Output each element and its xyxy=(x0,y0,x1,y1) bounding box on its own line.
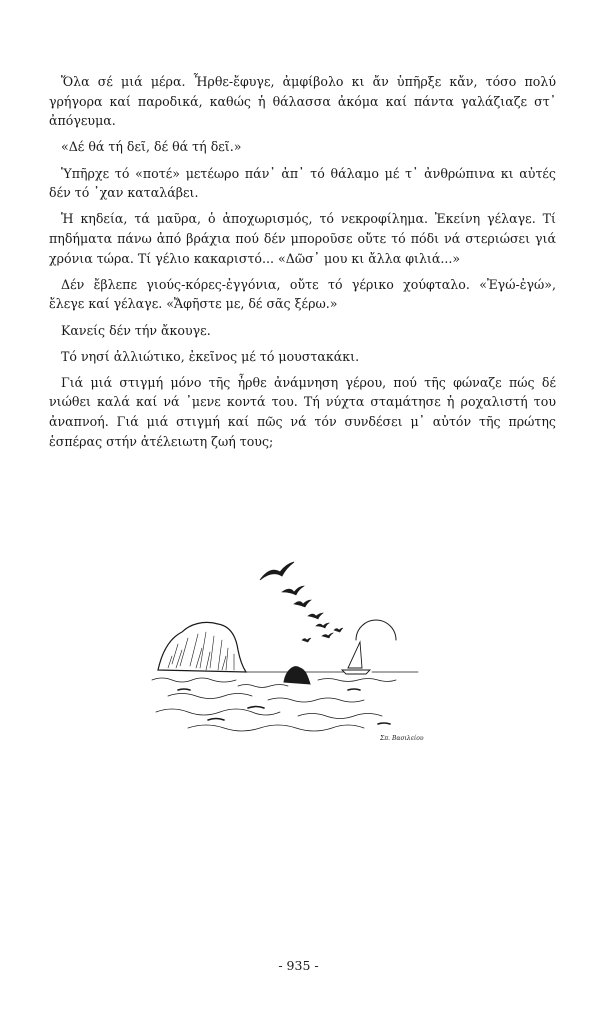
waves xyxy=(152,678,396,731)
paragraph-5: Δέν ἔβλεπε γιούς-κόρες-ἐγγόνια, οὔτε τό γέρικο χούφταλο. «Ἐγώ-ἐγώ», ἔλεγε καί γέλαγε. «Ἄφῆστε με, δέ σᾶς ξέρω.» xyxy=(49,276,556,312)
paragraph-6: Κανείς δέν τήν ἄκουγε. xyxy=(61,322,211,338)
paragraph-4: Ἡ κηδεία, τά μαῦρα, ὁ ἀποχωρισμός, τό νεκροφίλημα. Ἐκείνη γέλαγε. Τί πηδήματα πάνω ἀπό βράχια πού δέν μποροῦσε οὔτε τό πόδι νά στεριώσει γιά χρόνια τώρα. Τί γέλιο κακαριστό... «Δῶσ᾿ μου κι ἄλλα φιλιά...» xyxy=(49,211,556,266)
bird-6 xyxy=(322,633,333,638)
sailboat xyxy=(342,642,370,674)
bird-3 xyxy=(294,600,311,607)
wave-shading xyxy=(178,689,390,724)
small-rock xyxy=(284,667,310,684)
bird-8 xyxy=(302,638,311,642)
bird-1 xyxy=(260,562,294,580)
story-text xyxy=(49,72,556,458)
rock-island xyxy=(158,622,246,672)
paragraph-8: Γιά μιά στιγμή μόνο τῆς ἦρθε ἀνάμνηση γέρου, πού τῆς φώναζε πώς δέ νιώθει καλά καί νά ᾿μενε κοντά του. Τή νύχτα σταμάτησε ἡ ροχαλιστή του ἀναπνοή. Γιά μιά στιγμή καί πῶς νά τόν συνδέσει μ᾿ αὐτόν τῆς πρώτης ἑσπέρας στήν ἀτέλειωτη ζωή τους; xyxy=(49,374,556,449)
sun xyxy=(356,620,396,640)
paragraph-1: Ὅλα σέ μιά μέρα. Ἦρθε-ἔφυγε, ἀμφίβολο κι ἄν ὑπῆρξε κἄν, τόσο πολύ γρήγορα καί παροδικά, καθώς ἡ θάλασσα ἀκόμα καί πάντα γαλάζιαζε στ᾿ ἀπόγευμα. xyxy=(49,74,556,129)
illustration-signature: Σπ. Βασιλείου xyxy=(380,735,424,742)
bird-7 xyxy=(334,628,343,632)
seascape-illustration xyxy=(148,540,438,745)
bird-2 xyxy=(282,586,304,595)
bird-4 xyxy=(308,613,323,619)
paragraph-7: Τό νησί ἀλλιώτικο, ἐκεῖνος μέ τό μουστακάκι. xyxy=(61,348,360,364)
paragraph-2: «Δέ θά τή δεῖ, δέ θά τή δεῖ.» xyxy=(61,139,242,155)
paragraph-3: Ὑπῆρχε τό «ποτέ» μετέωρο πάν᾿ ἀπ᾿ τό θάλαμο μέ τ᾿ ἀνθρώπινα κι αὐτές δέν τό ᾿χαν καταλάβει. xyxy=(49,165,556,201)
bird-5 xyxy=(316,623,329,628)
page-number: - 935 - xyxy=(278,958,319,973)
